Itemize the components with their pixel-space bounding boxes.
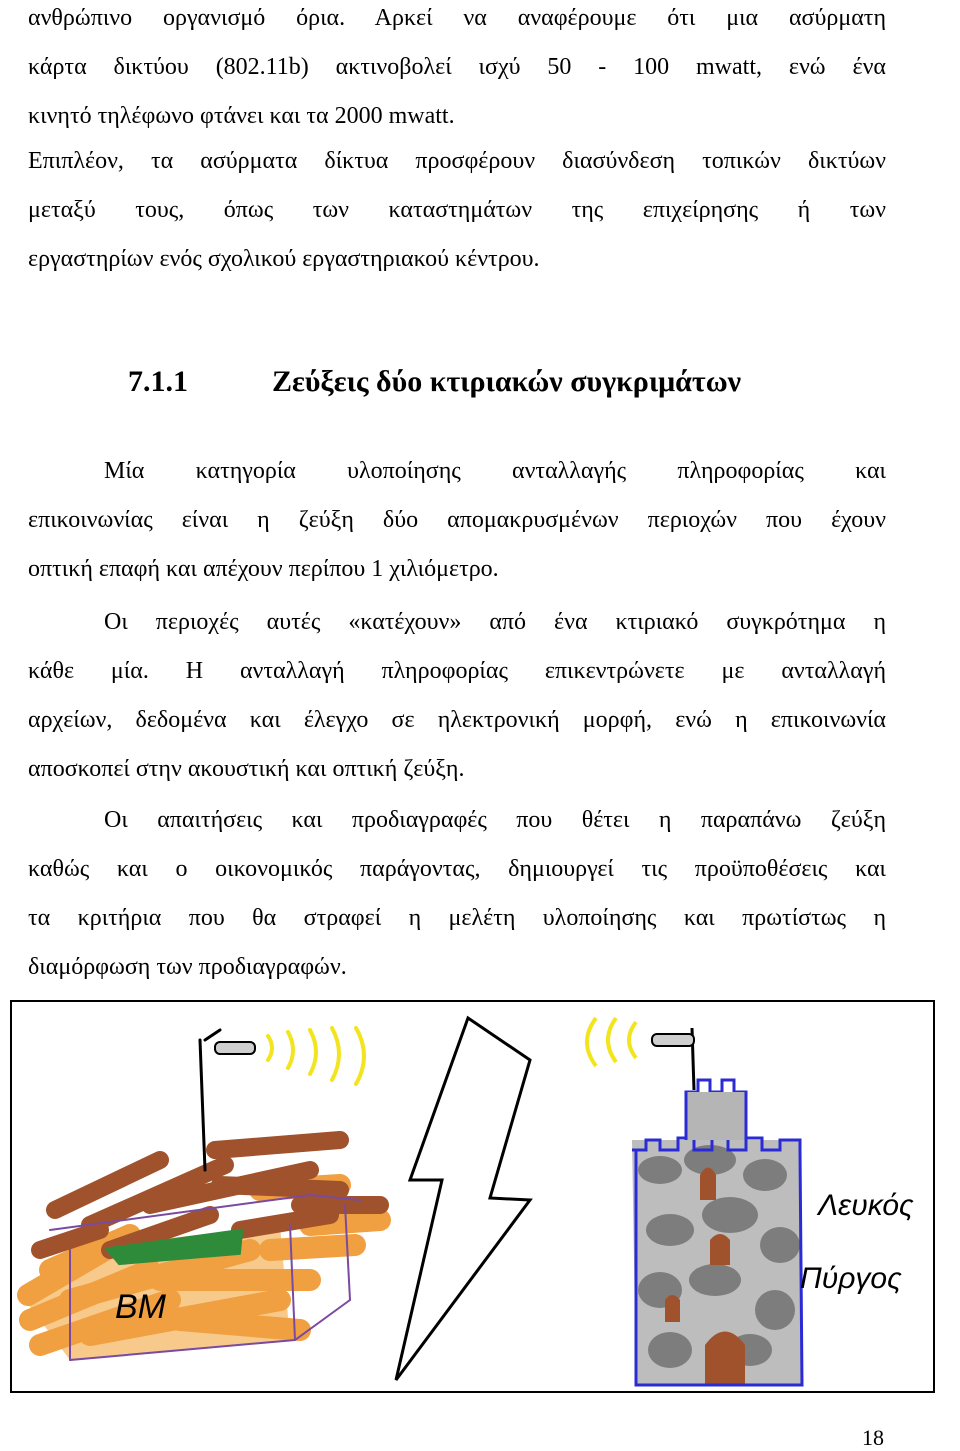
text-line: κάθε μία. Η ανταλλαγή πληροφορίας επικεντρώνετε με ανταλλαγή	[28, 658, 886, 684]
text-line: διαμόρφωση των προδιαγραφών.	[28, 954, 347, 980]
text-line: Οι απαιτήσεις και προδιαγραφές που θέτει η παραπάνω ζεύξη	[104, 807, 886, 833]
text-line: επικοινωνίας είναι η ζεύξη δύο απομακρυσμένων περιοχών που έχουν	[28, 507, 886, 533]
right-building-label-line2: Πύργος	[800, 1262, 902, 1295]
text-line: αρχείων, δεδομένα και έλεγχο σε ηλεκτρονική μορφή, ενώ η επικοινωνία	[28, 707, 886, 733]
right-antenna-dish	[652, 1034, 694, 1046]
paragraph-requirements	[28, 796, 886, 992]
paragraph-link-category	[28, 447, 886, 594]
text-line: κινητό τηλέφωνο φτάνει και τα 2000 mwatt.	[28, 103, 455, 129]
section-title: Ζεύξεις δύο κτιριακών συγκριμάτων	[272, 365, 742, 398]
intro-paragraph	[28, 0, 886, 141]
text-line: μεταξύ τους, όπως των καταστημάτων της επιχείρησης ή των	[28, 197, 886, 223]
text-line: οπτική επαφή και απέχουν περίπου 1 χιλιόμετρο.	[28, 556, 499, 582]
text-line: καθώς και ο οικονομικός παράγοντας, δημιουργεί τις προϋποθέσεις και	[28, 856, 886, 882]
section-heading	[128, 362, 888, 402]
section-number: 7.1.1	[128, 365, 188, 398]
paragraph-areas	[28, 598, 886, 794]
text-line: Μία κατηγορία υλοποίησης ανταλλαγής πληροφορίας και	[104, 458, 886, 484]
text-line: αποσκοπεί στην ακουστική και οπτική ζεύξη.	[28, 756, 465, 782]
text-line: ανθρώπινο οργανισμό όρια. Αρκεί να αναφέρουμε ότι μια ασύρματη	[28, 5, 886, 31]
page-number: 18	[862, 1425, 884, 1450]
text-line: κάρτα δικτύου (802.11b) ακτινοβολεί ισχύ 50 - 100 mwatt, ενώ ένα	[28, 54, 886, 80]
text-line: Οι περιοχές αυτές «κατέχουν» από ένα κτιριακό συγκρότημα η	[104, 609, 886, 635]
paragraph-networks	[28, 137, 886, 284]
right-building-label-line1: Λευκός	[818, 1189, 914, 1222]
top-turret-fill	[686, 1092, 746, 1140]
link-illustration	[10, 1000, 935, 1393]
text-line: εργαστηρίων ενός σχολικού εργαστηριακού κέντρου.	[28, 246, 540, 272]
text-line: τα κριτήρια που θα στραφεί η μελέτη υλοποίησης και πρωτίστως η	[28, 905, 886, 931]
left-antenna-dish	[215, 1042, 255, 1054]
text-line: Επιπλέον, τα ασύρματα δίκτυα προσφέρουν διασύνδεση τοπικών δικτύων	[28, 148, 886, 174]
illustration-canvas	[10, 1000, 935, 1393]
left-building-label: ΒΜ	[115, 1288, 166, 1326]
